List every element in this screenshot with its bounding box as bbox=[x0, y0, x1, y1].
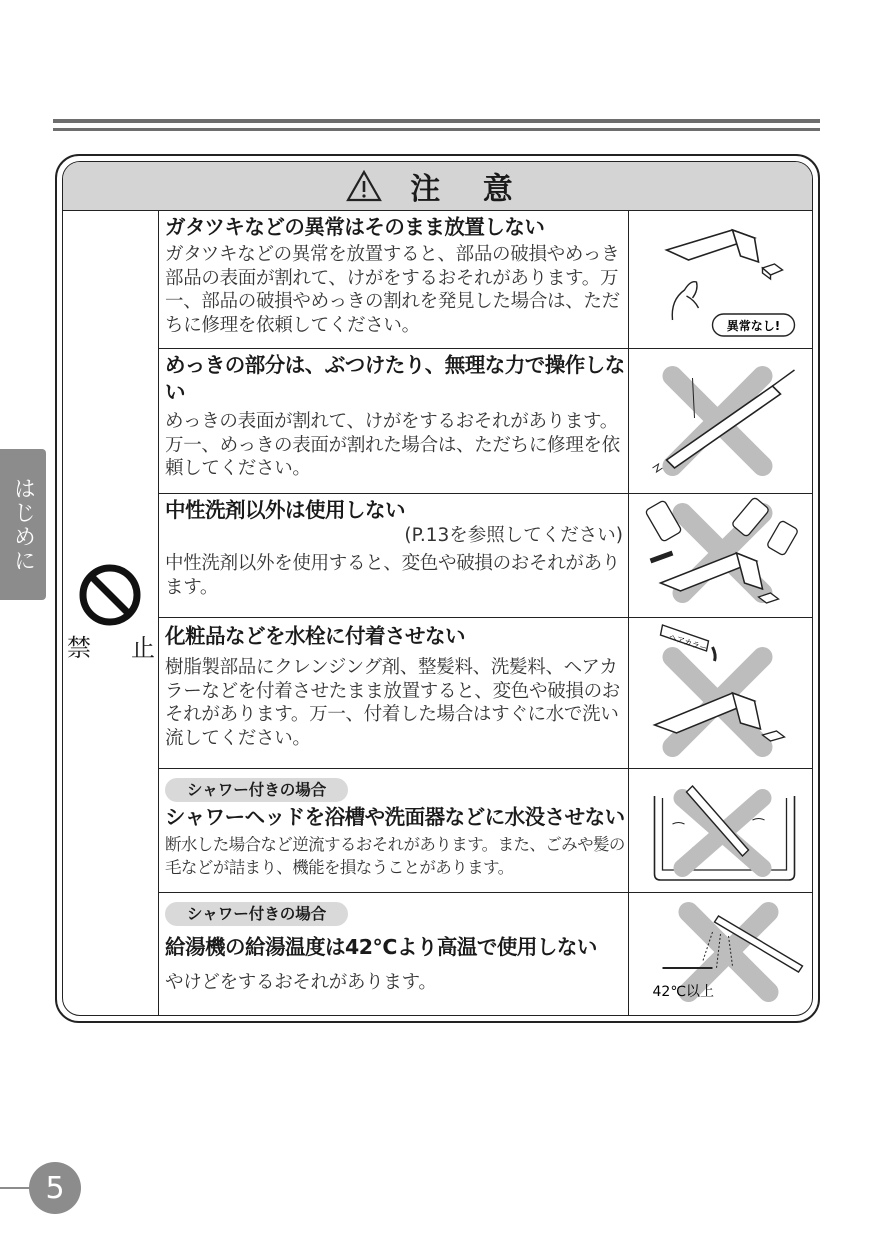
prohibition-column bbox=[63, 210, 159, 1015]
row-body: やけどをするおそれがあります。 bbox=[165, 972, 437, 993]
row-body: 樹脂製部品にクレンジング剤、整髪料、洗髪料、ヘアカラーなどを付着させたまま放置すると、変色や破損のおそれがあります。万一、付着した場合はすぐに水で洗い流してください。 bbox=[165, 657, 621, 749]
row-title: めっきの部分は、ぶつけたり、無理な力で操作しない bbox=[165, 353, 625, 404]
picture-label: ヘアカラー bbox=[667, 632, 709, 654]
row-title: 中性洗剤以外は使用しない bbox=[165, 498, 405, 522]
row-title: 化粧品などを水栓に付着させない bbox=[165, 624, 465, 648]
row-text bbox=[165, 497, 625, 599]
caution-row-4 bbox=[159, 617, 812, 769]
prohibition-icon bbox=[77, 562, 143, 628]
section-tab[interactable] bbox=[0, 449, 46, 600]
row-illustration bbox=[628, 348, 812, 493]
row-body: 断水した場合など逆流するおそれがあります。また、ごみや髪の毛などが詰まり、機能を損なうことがあります。 bbox=[165, 835, 625, 877]
row-text bbox=[165, 214, 625, 337]
no-submerge-illustration bbox=[629, 768, 812, 892]
top-rule-thick bbox=[53, 119, 820, 123]
caution-title: 注 意 bbox=[410, 172, 529, 207]
prohibition-label-left: 禁 bbox=[67, 634, 91, 662]
row-text bbox=[165, 768, 625, 879]
top-rule-thin bbox=[53, 128, 820, 131]
picture-label: 42℃以上 bbox=[652, 984, 715, 1000]
row-text bbox=[165, 623, 625, 750]
row-illustration bbox=[628, 493, 812, 617]
prohibition-label bbox=[67, 628, 155, 663]
row-body: ガタツキなどの異常を放置すると、部品の破損やめっき部品の表面が割れて、けがをするおそれがあります。万一、部品の破損やめっきの割れを発見した場合は、ただちに修理を依頼してください。 bbox=[165, 244, 620, 336]
condition-badge: シャワー付きの場合 bbox=[165, 902, 348, 926]
caution-row-1 bbox=[159, 210, 812, 349]
caution-row-3 bbox=[159, 493, 812, 618]
row-illustration bbox=[628, 892, 812, 1016]
prohibition-label-right: 止 bbox=[131, 634, 155, 662]
section-tab-label: はじめに bbox=[10, 476, 36, 573]
row-body: 中性洗剤以外を使用すると、変色や破損のおそれがあります。 bbox=[165, 553, 621, 598]
no-detergent-illustration bbox=[629, 493, 812, 617]
page-number-rule bbox=[0, 1187, 30, 1189]
row-reference: (P.13を参照してください) bbox=[404, 525, 623, 546]
row-illustration bbox=[628, 617, 812, 768]
page-number: 5 bbox=[29, 1162, 81, 1214]
row-text bbox=[165, 892, 625, 995]
row-text bbox=[165, 352, 625, 481]
row-body: めっきの表面が割れて、けがをするおそれがあります。万一、めっきの表面が割れた場合は、ただちに修理を依頼してください。 bbox=[165, 411, 620, 479]
caution-box bbox=[55, 154, 820, 1023]
no-high-temperature-illustration bbox=[629, 892, 812, 1016]
row-title: 給湯機の給湯温度は42℃より高温で使用しない bbox=[165, 935, 597, 959]
caution-row-5 bbox=[159, 768, 812, 893]
no-cosmetics-illustration bbox=[629, 617, 812, 768]
row-illustration bbox=[628, 768, 812, 892]
row-title: ガタツキなどの異常はそのまま放置しない bbox=[165, 215, 545, 239]
row-title: シャワーヘッドを浴槽や洗面器などに水没させない bbox=[165, 805, 625, 829]
caution-row-2 bbox=[159, 348, 812, 494]
caution-row-6 bbox=[159, 892, 812, 1016]
caution-header bbox=[63, 162, 812, 211]
faucet-check-illustration bbox=[629, 210, 812, 348]
warning-triangle-icon bbox=[346, 170, 382, 202]
condition-badge: シャワー付きの場合 bbox=[165, 778, 348, 802]
caution-box-inner bbox=[62, 161, 813, 1016]
no-impact-illustration bbox=[629, 348, 812, 493]
row-illustration bbox=[628, 210, 812, 348]
picture-label: 異常なし! bbox=[726, 319, 781, 333]
